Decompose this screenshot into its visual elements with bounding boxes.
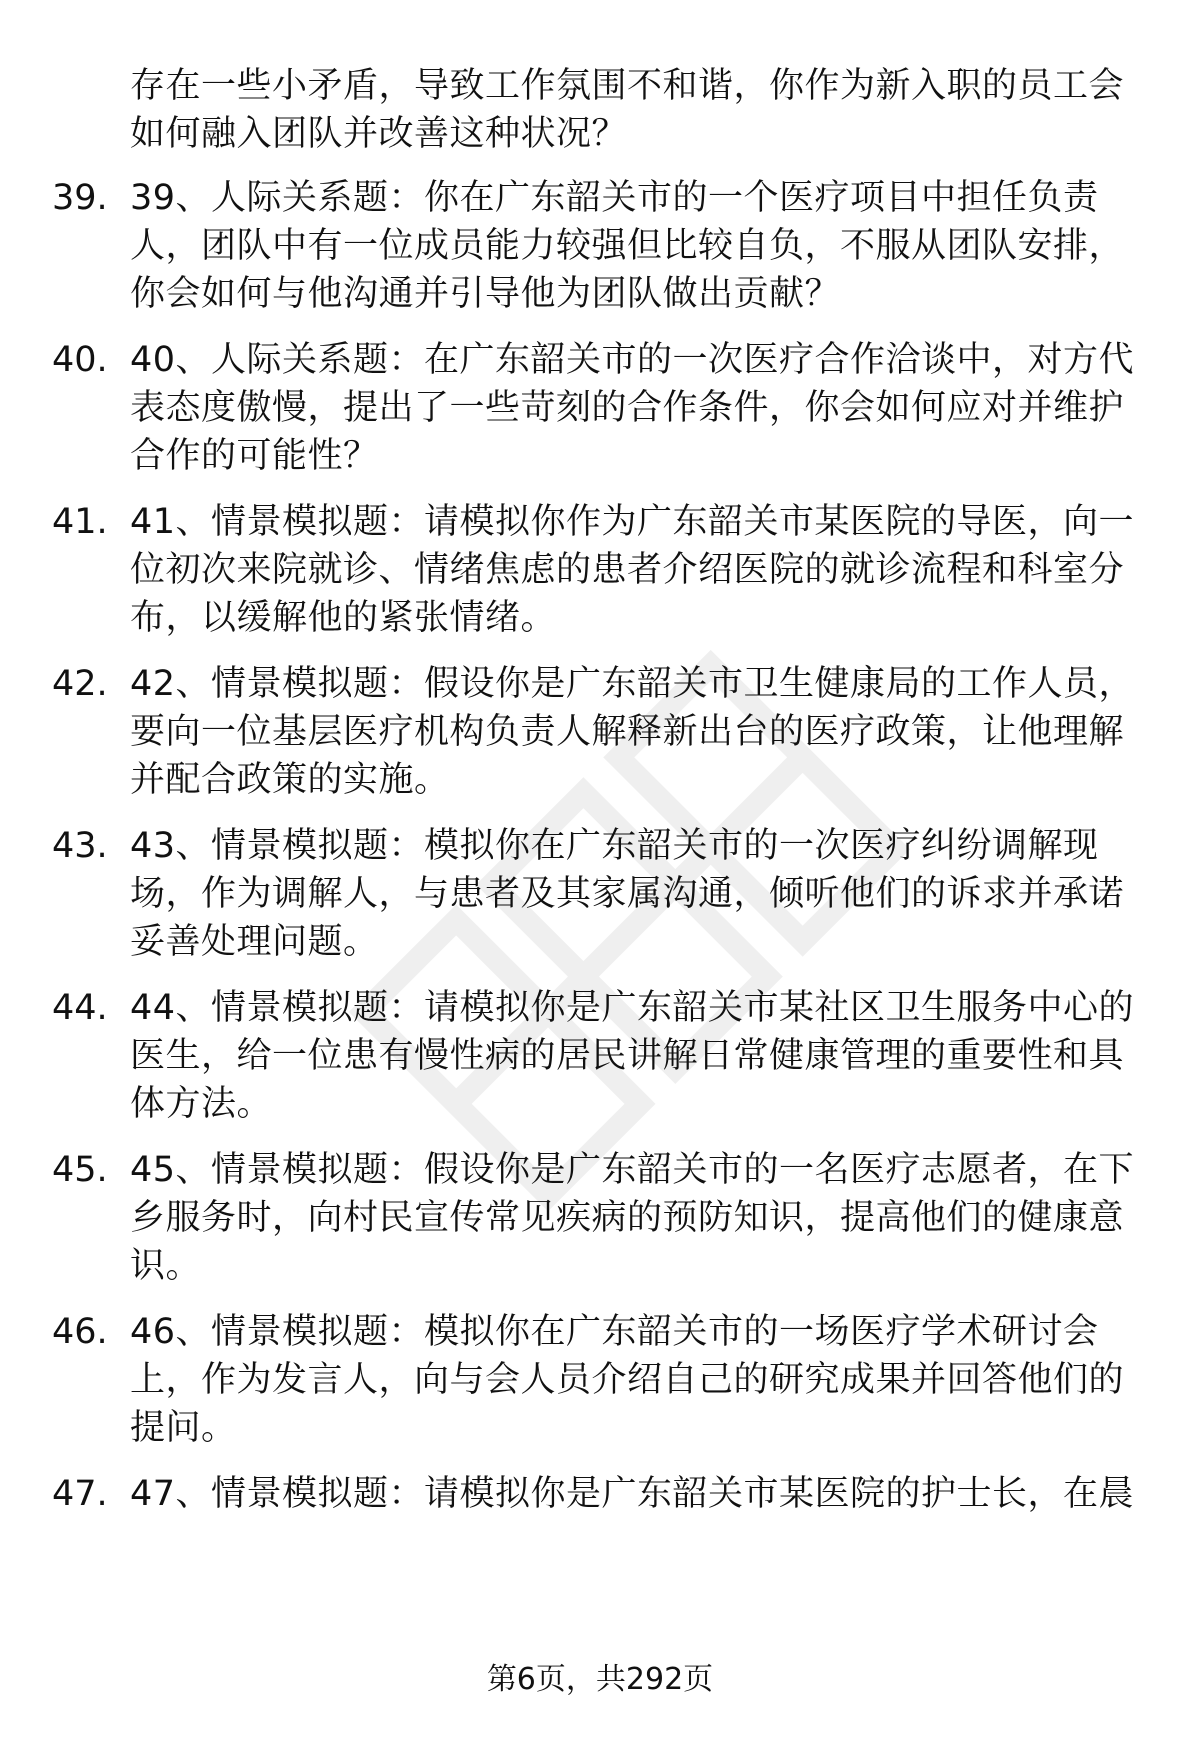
question-number: 47. [52,1474,108,1514]
question-text: 45、情景模拟题：假设你是广东韶关市的一名医疗志愿者，在下乡服务时，向村民宣传常见疾病的预防知识，提高他们的健康意识。 [130,1150,1135,1286]
question-number: 41. [52,502,108,542]
question-number: 45. [52,1150,108,1190]
question-number: 46. [52,1312,108,1352]
page-footer: 第6页，共292页 [486,1662,714,1697]
continuation-text: 存在一些小矛盾，导致工作氛围不和谐，你作为新入职的员工会如何融入团队并改善这种状况？ [130,66,1125,154]
question-number: 42. [52,664,108,704]
question-text: 42、情景模拟题：假设你是广东韶关市卫生健康局的工作人员，要向一位基层医疗机构负责人解释新出台的医疗政策，让他理解并配合政策的实施。 [130,664,1135,800]
question-number: 39. [52,178,108,218]
question-text: 40、人际关系题：在广东韶关市的一次医疗合作洽谈中，对方代表态度傲慢，提出了一些苛刻的合作条件，你会如何应对并维护合作的可能性？ [130,340,1135,476]
question-text: 43、情景模拟题：模拟你在广东韶关市的一次医疗纠纷调解现场，作为调解人，与患者及其家属沟通，倾听他们的诉求并承诺妥善处理问题。 [130,826,1125,962]
question-text: 44、情景模拟题：请模拟你是广东韶关市某社区卫生服务中心的医生，给一位患有慢性病的居民讲解日常健康管理的重要性和具体方法。 [130,988,1135,1124]
question-number: 40. [52,340,108,380]
question-text: 47、情景模拟题：请模拟你是广东韶关市某医院的护士长，在晨 [130,1474,1135,1514]
question-text: 39、人际关系题：你在广东韶关市的一个医疗项目中担任负责人，团队中有一位成员能力较强但比较自负，不服从团队安排，你会如何与他沟通并引导他为团队做出贡献？ [130,178,1125,314]
question-number: 44. [52,988,108,1028]
question-text: 46、情景模拟题：模拟你在广东韶关市的一场医疗学术研讨会上，作为发言人，向与会人员介绍自己的研究成果并回答他们的提问。 [130,1312,1125,1448]
question-number: 43. [52,826,108,866]
question-text: 41、情景模拟题：请模拟你作为广东韶关市某医院的导医，向一位初次来院就诊、情绪焦虑的患者介绍医院的就诊流程和科室分布，以缓解他的紧张情绪。 [130,502,1135,638]
